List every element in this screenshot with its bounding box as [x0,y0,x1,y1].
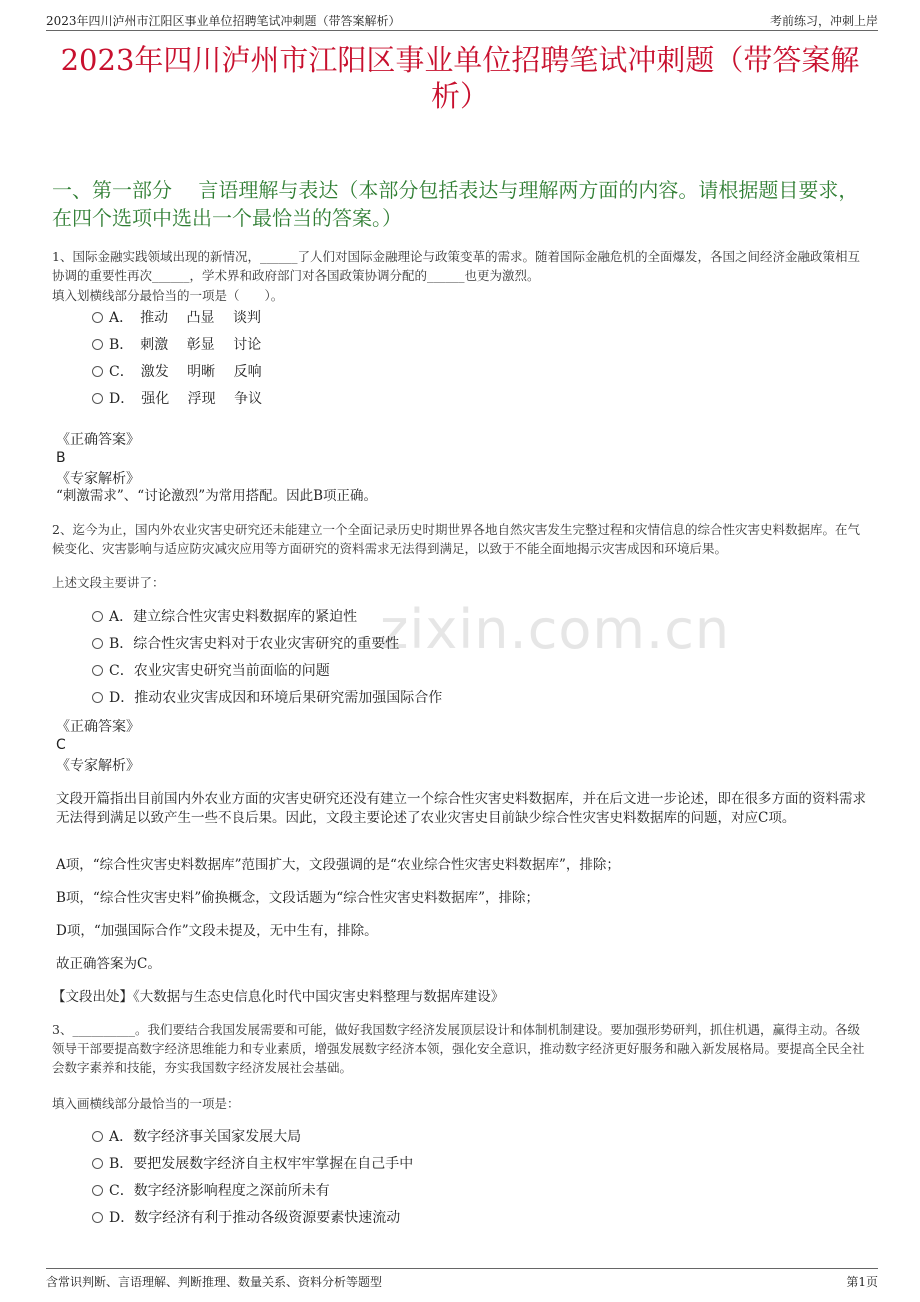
header-right-text: 考前练习，冲刺上岸 [769,14,878,28]
radio-icon[interactable] [92,1185,103,1196]
q3-option-b[interactable] [92,1154,413,1174]
q1-prompt: 填入划横线部分最恰当的一项是（ ）。 [52,288,284,303]
section-title: 一、第一部分 言语理解与表达（本部分包括表达与理解两方面的内容。请根据题目要求，在四个选项中选出一个最恰当的答案。） [52,178,859,230]
q1-option-a-text: A． 推动 凸显 谈判 [109,310,262,326]
page-footer [46,1268,878,1291]
q2-answer: C [56,737,66,753]
header-left-text: 2023年四川泸州市江阳区事业单位招聘笔试冲刺题（带答案解析） [46,14,401,28]
q2-option-a[interactable] [92,607,357,627]
q2-stem: 2、迄今为止，国内外农业灾害史研究还未能建立一个全面记录历史时期世界各地自然灾害发生完整过程和灾情信息的综合性灾害史料数据库。在气候变化、灾害影响与适应防灾减灾应用等方面研究的资料需求无法得到满足，以致于不能全面地揭示灾害成因和环境后果。 [52,522,860,556]
q1-option-d-text: D． 强化 浮现 争议 [109,391,263,407]
watermark: zixin.com.cn [380,598,731,661]
q1-option-c[interactable] [92,362,262,382]
q2-analysis-label: 《专家解析》 [56,758,140,774]
q3-option-d-text: D．数字经济有利于推动各级资源要素快速流动 [109,1210,401,1226]
q2-analysis: 文段开篇指出目前国内外农业方面的灾害史研究还没有建立一个综合性灾害史料数据库，并在后文进一步论述，即在很多方面的资料需求无法得到满足以致产生一些不良后果。因此，文段主要论述了农业灾害史目前缺少综合性灾害史料数据库的问题，对应C项。 [56,791,866,826]
radio-icon[interactable] [92,366,103,377]
q1-answer: B [56,450,66,466]
radio-icon[interactable] [92,393,103,404]
q2-analysis-b: B项，“综合性灾害史料”偷换概念，文段话题为“综合性灾害史料数据库”，排除； [56,890,540,906]
footer-left-text: 含常识判断、言语理解、判断推理、数量关系、资料分析等题型 [46,1275,383,1289]
q3-option-b-text: B．要把发展数字经济自主权牢牢掌握在自己手中 [109,1156,414,1172]
q3-option-a-text: A．数字经济事关国家发展大局 [109,1129,302,1145]
q1-stem: 1、国际金融实践领域出现的新情况，______了人们对国际金融理论与政策变革的需求。随着国际金融危机的全面爆发，各国之间经济金融政策相互协调的重要性再次______，学术界和政府部门对各国政策协调分配的______也更为激烈。 [52,249,860,283]
q1-answer-label: 《正确答案》 [56,432,140,448]
radio-icon[interactable] [92,692,103,703]
q2-option-c[interactable] [92,661,330,681]
title-line-1: 2023年四川泸州市江阳区事业单位招聘笔试冲刺题（带答案解 [60,43,860,77]
q2-source: 【文段出处】《大数据与生态史信息化时代中国灾害史料整理与数据库建设》 [52,989,505,1005]
q1-option-b-text: B． 刺激 彰显 讨论 [109,337,262,353]
q3-prompt: 填入画横线部分最恰当的一项是： [52,1096,240,1111]
q3-option-c-text: C．数字经济影响程度之深前所未有 [109,1183,330,1199]
q1-analysis-label: 《专家解析》 [56,471,140,487]
q1-option-b[interactable] [92,335,261,355]
radio-icon[interactable] [92,1212,103,1223]
page-title [40,42,880,114]
radio-icon[interactable] [92,339,103,350]
q2-option-b[interactable] [92,634,399,654]
radio-icon[interactable] [92,312,103,323]
q2-analysis-d: D项，“加强国际合作”文段未提及，无中生有，排除。 [56,923,378,939]
page-number: 第1页 [846,1275,878,1289]
radio-icon[interactable] [92,1158,103,1169]
q2-conclusion: 故正确答案为C。 [56,956,161,972]
q2-prompt: 上述文段主要讲了： [52,575,165,590]
q3-option-d[interactable] [92,1208,400,1228]
q2-option-d-text: D．推动农业灾害成因和环境后果研究需加强国际合作 [109,690,443,706]
q1-option-a[interactable] [92,308,261,328]
q3-stem: 3、__________。我们要结合我国发展需要和可能，做好我国数字经济发展顶层设计和体制机制建设。要加强形势研判，抓住机遇，赢得主动。各级领导干部要提高数字经济思维能力和专业素质，增强发展数字经济本领，强化安全意识，推动数字经济更好服务和融入新发展格局。要提高全民全社会数字素养和技能，夯实我国数字经济发展社会基础。 [52,1022,865,1075]
q1-option-c-text: C． 激发 明晰 反响 [109,364,262,380]
q3-option-c[interactable] [92,1181,330,1201]
radio-icon[interactable] [92,638,103,649]
q1-analysis: “刺激需求”、“讨论激烈”为常用搭配。因此B项正确。 [56,488,378,504]
radio-icon[interactable] [92,665,103,676]
q2-option-c-text: C．农业灾害史研究当前面临的问题 [109,663,330,679]
q2-option-b-text: B．综合性灾害史料对于农业灾害研究的重要性 [109,636,400,652]
page-header [46,8,878,31]
title-line-2: 析） [430,79,489,113]
q2-answer-label: 《正确答案》 [56,719,140,735]
q3-option-a[interactable] [92,1127,301,1147]
q2-option-a-text: A．建立综合性灾害史料数据库的紧迫性 [109,609,358,625]
radio-icon[interactable] [92,611,103,622]
q1-option-d[interactable] [92,389,262,409]
radio-icon[interactable] [92,1131,103,1142]
q2-option-d[interactable] [92,688,442,708]
q2-analysis-a: A项，“综合性灾害史料数据库”范围扩大，文段强调的是“农业综合性灾害史料数据库”，排除； [56,857,620,873]
